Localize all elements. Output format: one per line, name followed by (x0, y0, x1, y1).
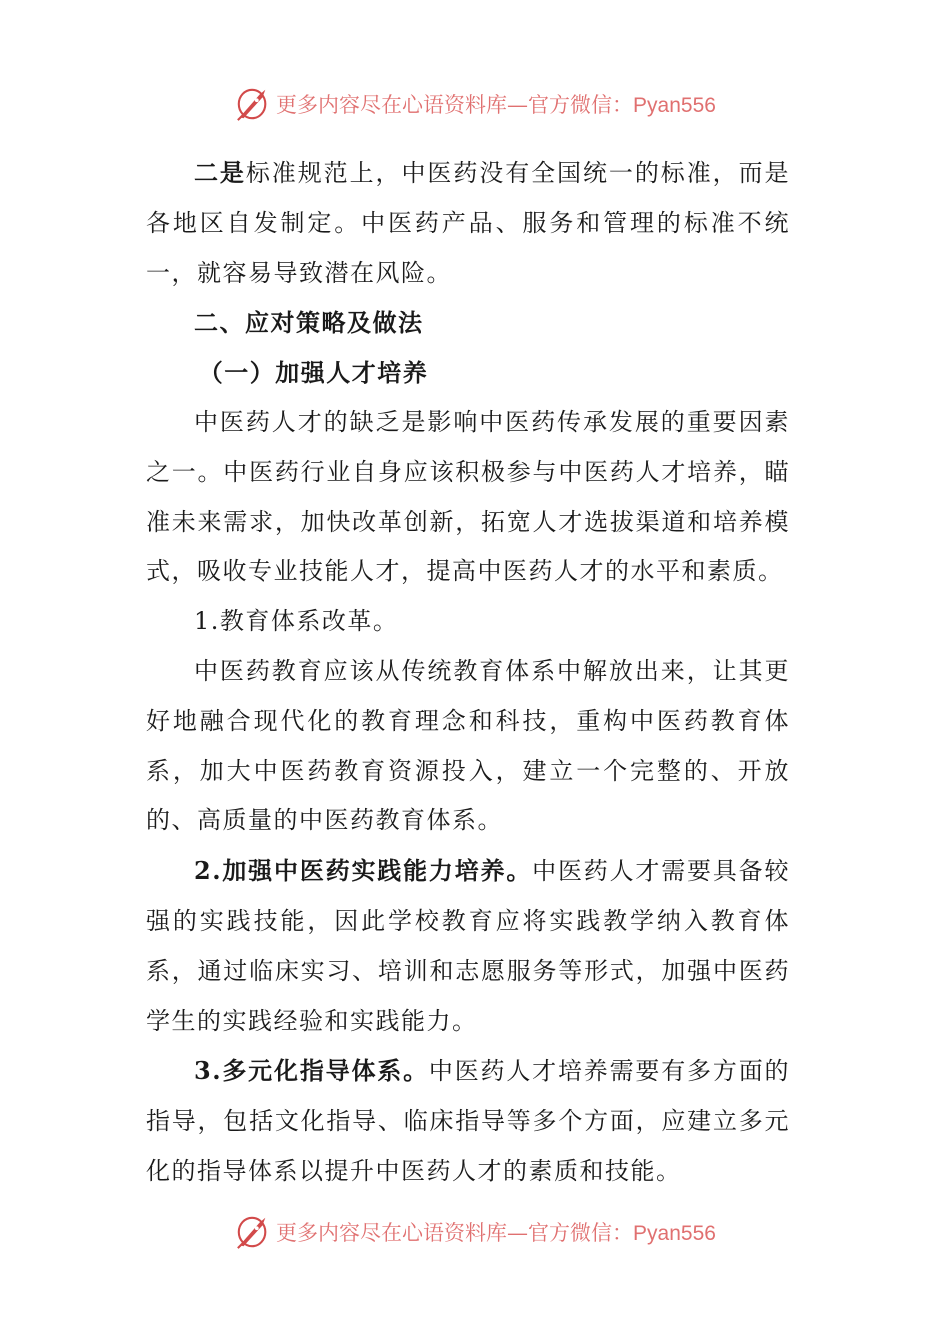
section-heading: 二、应对策略及做法 (194, 308, 424, 338)
document-body (146, 148, 790, 1197)
paragraph-text: 中医药人才培养需要有多方面的指导，包括文化指导、临床指导等多个方面，应建立多元化的指导体系以提升中医药人才的素质和技能。 (146, 1057, 791, 1185)
watermark-text (276, 89, 716, 119)
pen-nib-logo-icon (234, 1214, 272, 1250)
item-heading-education: 1.教育体系改革。 (194, 607, 399, 636)
watermark-text (276, 1217, 716, 1247)
watermark-wechat-id: Pyan556 (633, 94, 716, 117)
paragraph-lead: 3.多元化指导体系。 (194, 1056, 429, 1086)
paragraph-text: 标准规范上，中医药没有全国统一的标准，而是各地区自发制定。中医药产品、服务和管理的标准不统一，就容易导致潜在风险。 (146, 159, 791, 287)
watermark-label: 更多内容尽在心语资料库—官方微信： (276, 93, 634, 117)
paragraph-guidance (146, 1046, 790, 1196)
paragraph-lead: 2.加强中医药实践能力培养。 (194, 856, 533, 886)
paragraph-lead: 二是 (194, 158, 246, 187)
watermark-header (0, 84, 950, 124)
watermark-footer (0, 1212, 950, 1252)
paragraph-education: 中医药教育应该从传统教育体系中解放出来，让其更好地融合现代化的教育理念和科技，重构中医药教育体系，加大中医药教育资源投入，建立一个完整的、开放的、高质量的中医药教育体系。 (146, 656, 790, 835)
paragraph-talent: 中医药人才的缺乏是影响中医药传承发展的重要因素之一。中医药行业自身应该积极参与中医药人才培养，瞄准未来需求，加快改革创新，拓宽人才选拔渠道和培养模式，吸收专业技能人才，提高中医药人才的水平和素质。 (146, 407, 790, 586)
pen-nib-logo-icon (234, 86, 272, 122)
watermark-label: 更多内容尽在心语资料库—官方微信： (276, 1221, 634, 1245)
paragraph-standards (146, 148, 790, 298)
paragraph-text: 中医药人才需要具备较强的实践技能，因此学校教育应将实践教学纳入教育体系，通过临床实习、培训和志愿服务等形式，加强中医药学生的实践经验和实践能力。 (146, 857, 790, 1035)
subsection-heading: （一）加强人才培养 (198, 358, 429, 388)
watermark-wechat-id: Pyan556 (633, 1222, 716, 1245)
paragraph-practice (146, 846, 790, 1046)
